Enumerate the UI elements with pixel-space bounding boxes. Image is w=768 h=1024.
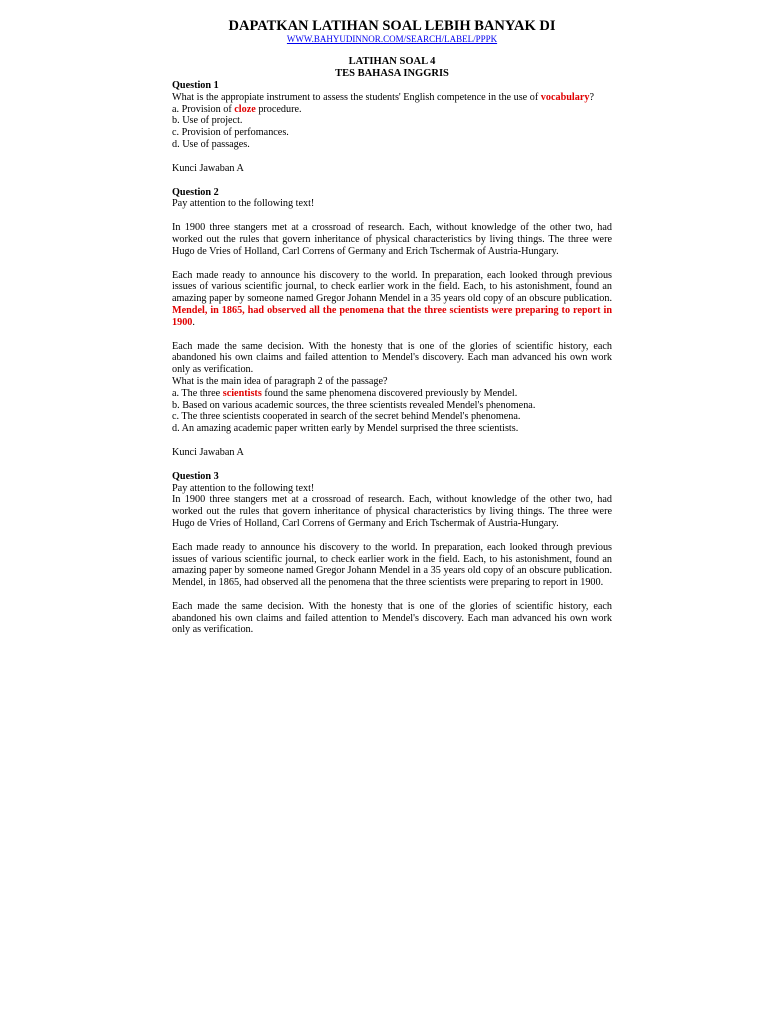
question-3-paragraph-1: In 1900 three stangers met at a crossroad of research. Each, without knowledge of the other two, had worked out the rules that govern inheritance of physical characteristics by living things. The three were Hugo de Vries of Holland, Carl Correns of Germany and Erich Tschermak of Austria-Hungary. (172, 494, 612, 529)
paragraph-2-end: . (192, 316, 195, 328)
question-2-paragraph-2 (172, 270, 612, 329)
doc-title: LATIHAN SOAL 4 (348, 56, 436, 67)
question-3-paragraph-3: Each made the same decision. With the honesty that is one of the glories of scientific history, each abandoned his own claims and failed attention to Mendel's discovery. Each man advanced his own work only as verification. (172, 600, 612, 636)
question-3-paragraph-2: Each made ready to announce his discovery to the world. In preparation, each looked through previous issues of various scientific journal, to check earlier work in the field. Each, to his astonishment, found an amazing paper by someone named Gregor Johann Mendel in a 35 years old copy of an obscure publication. Mendel, in 1865, had observed all the penomena that the three scientists were preparing to report in 1900. (172, 541, 612, 589)
question-1-stem (172, 92, 612, 104)
question-2-paragraph-1: In 1900 three stangers met at a crossroad of research. Each, without knowledge of the other two, had worked out the rules that govern inheritance of physical characteristics by living things. The three were Hugo de Vries of Holland, Carl Correns of Germany and Erich Tschermak of Austria-Hungary. (172, 222, 612, 257)
question-2-paragraph-3: Each made the same decision. With the honesty that is one of the glories of scientific history, each abandoned his own claims and failed attention to Mendel's discovery. Each man advanced his own work only as verification. (172, 340, 612, 376)
option-a-prefix: a. The three (172, 387, 223, 399)
question-1-stem-text: What is the appropiate instrument to assess the students' English competence in the use of (172, 91, 541, 103)
paragraph-2-text: Each made ready to announce his discovery to the world. In preparation, each looked through previous issues of various scientific journal, to check earlier work in the field. Each, to his astonishment, found an amazing paper by someone named Gregor Johann Mendel in a 35 years old copy of an obscure publication. (172, 269, 612, 305)
question-2-answer-key: Kunci Jawaban A (172, 446, 244, 458)
doc-subtitle: TES BAHASA INGGRIS (335, 68, 449, 79)
question-2-heading: Question 2 (172, 186, 219, 198)
question-2-prompt: What is the main idea of paragraph 2 of the passage? (172, 375, 388, 387)
document-page (172, 18, 612, 636)
question-1-stem-highlight: vocabulary (540, 91, 590, 103)
question-3-heading: Question 3 (172, 470, 219, 482)
question-1-option-c: c. Provision of perfomances. (172, 127, 289, 139)
question-3-intro: Pay attention to the following text! (172, 482, 315, 494)
option-a-highlight: cloze (234, 103, 256, 115)
option-a-prefix: a. Provision of (172, 103, 235, 115)
site-title: DAPATKAN LATIHAN SOAL LEBIH BANYAK DI (228, 18, 556, 34)
site-link[interactable]: WWW.BAHYUDINNOR.COM/SEARCH/LABEL/PPPK (286, 34, 498, 44)
option-a-suffix: procedure. (255, 103, 302, 115)
paragraph-2-highlight: Mendel, in 1865, had observed all the penomena that the three scientists were preparing to report in 1900 (172, 304, 612, 328)
question-2-option-c: c. The three scientists cooperated in search of the secret behind Mendel's phenomena. (172, 411, 521, 423)
question-2-option-b: b. Based on various academic sources, the three scientists revealed Mendel's phenomena. (172, 399, 536, 411)
question-1-stem-end: ? (589, 91, 595, 103)
question-1-answer-key: Kunci Jawaban A (172, 162, 244, 174)
question-1-option-b: b. Use of project. (172, 115, 243, 127)
question-2-intro: Pay attention to the following text! (172, 198, 315, 210)
question-1-option-a (172, 104, 612, 116)
option-a-highlight: scientists (222, 387, 262, 399)
option-a-suffix: found the same phenomena discovered previously by Mendel. (261, 387, 518, 399)
question-1-option-d: d. Use of passages. (172, 138, 250, 150)
question-2-option-a (172, 388, 612, 400)
question-1-heading: Question 1 (172, 80, 219, 91)
question-2-option-d: d. An amazing academic paper written early by Mendel surprised the three scientists. (172, 423, 519, 435)
